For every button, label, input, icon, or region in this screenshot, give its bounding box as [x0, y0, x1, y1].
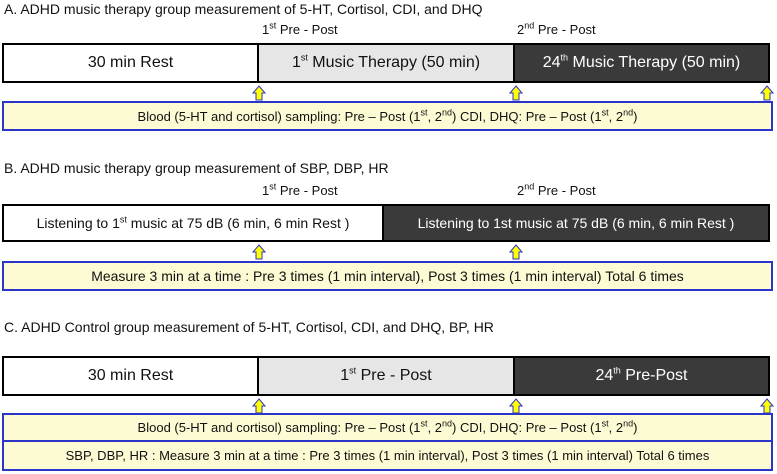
- section-a-24th-therapy-box: 24th Music Therapy (50 min): [513, 43, 770, 83]
- up-arrow-icon: [252, 398, 266, 414]
- up-arrow-icon: [509, 398, 523, 414]
- section-b-phase-2-label: 2nd Pre - Post: [517, 181, 596, 198]
- up-arrow-icon: [252, 85, 266, 101]
- section-c-measure-note: SBP, DBP, HR : Measure 3 min at a time : Pre 3 times (1 min interval), Post 3 times (1 min interval) Total 6 times: [2, 440, 773, 471]
- section-b-phase-1-label: 1st Pre - Post: [262, 181, 338, 198]
- up-arrow-icon: [760, 398, 774, 414]
- section-a-sampling-note: Blood (5-HT and cortisol) sampling: Pre – Post (1st, 2nd) CDI, DHQ: Pre – Post (1st, 2nd): [2, 101, 773, 131]
- section-b-listening-box-1: Listening to 1st music at 75 dB (6 min, 6 min Rest ): [2, 204, 384, 242]
- section-c-title: C. ADHD Control group measurement of 5-HT, Cortisol, CDI, and DHQ, BP, HR: [4, 319, 494, 335]
- section-b-title: B. ADHD music therapy group measurement of SBP, DBP, HR: [4, 160, 389, 176]
- section-b-listening-box-2: Listening to 1st music at 75 dB (6 min, 6 min Rest ): [382, 204, 770, 242]
- section-c-first-pre-post-box: 1st Pre - Post: [257, 356, 515, 396]
- up-arrow-icon: [760, 85, 774, 101]
- up-arrow-icon: [252, 244, 266, 260]
- section-c-rest-box: 30 min Rest: [2, 356, 259, 396]
- section-a-phase-2-label: 2nd Pre - Post: [517, 20, 596, 37]
- section-b-measure-note: Measure 3 min at a time : Pre 3 times (1 min interval), Post 3 times (1 min interval) Total 6 times: [2, 261, 773, 291]
- section-a-phase-1-label: 1st Pre - Post: [262, 20, 338, 37]
- up-arrow-icon: [509, 85, 523, 101]
- up-arrow-icon: [509, 244, 523, 260]
- section-a-rest-box: 30 min Rest: [2, 43, 259, 83]
- section-c-sampling-note: Blood (5-HT and cortisol) sampling: Pre – Post (1st, 2nd) CDI, DHQ: Pre – Post (1st, 2nd): [2, 413, 773, 442]
- section-a-first-therapy-box: 1st Music Therapy (50 min): [257, 43, 515, 83]
- section-a-title: A. ADHD music therapy group measurement of 5-HT, Cortisol, CDI, and DHQ: [4, 1, 483, 17]
- section-c-24th-pre-post-box: 24th Pre-Post: [513, 356, 770, 396]
